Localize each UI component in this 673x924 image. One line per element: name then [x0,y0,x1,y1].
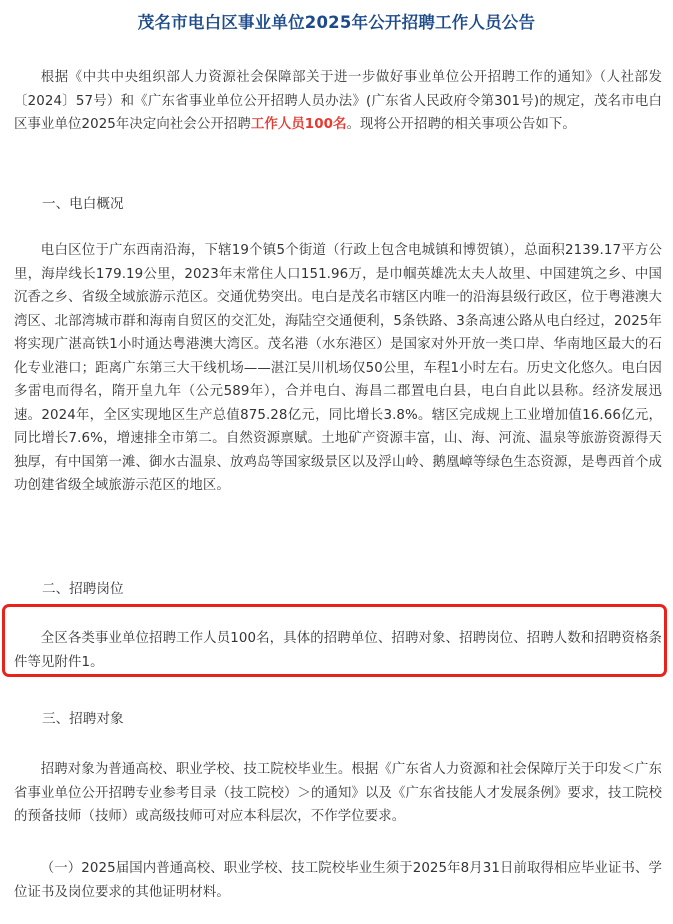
section-heading-applicants: 三、招聘对象 [42,711,124,727]
recruit-count-highlight: 工作人员100名 [250,117,347,132]
section-body-overview: 电白区位于广东西南沿海，下辖19个镇5个街道（行政上包含电城镇和博贺镇），总面积2139.17平方公里，海岸线长179.19公里，2023年末常住人口151.96万，是巾帼英雄冼太夫人故里、中国建筑之乡、中国沉香之乡、省级全域旅游示范区。交通优势突出。电白是茂名市辖区内唯一的沿海县级行政区，位于粤港澳大湾区、北部湾城市群和海南自贸区的交汇处，海陆空交通便利，5条铁路、3条高速公路从电白经过，2025年将实现广湛高铁1小时通达粤港澳大湾区。茂名港（水东港区）是国家对外开放一类口岸、华南地区最大的石化专业港口；距离广东第三大干线机场——湛江吴川机场仅50公里，车程1小时左右。历史文化悠久。电白因多雷电而得名，隋开皇九年（公元589年），合并电白、海昌二郡置电白县，电白自此以县称。经济发展迅速。2024年，全区实现地区生产总值875.28亿元，同比增长3.8%。辖区完成规上工业增加值16.66亿元，同比增长7.6%，增速排全市第二。自然资源禀赋。土地矿产资源丰富，山、海、河流、温泉等旅游资源得天独厚，有中国第一滩、御水古温泉、放鸡岛等国家级景区以及浮山岭、鹅凰嶂等绿色生态资源，是粤西首个成功创建省级全域旅游示范区的地区。 [14,243,662,493]
section-body-positions: 全区各类事业单位招聘工作人员100名，具体的招聘单位、招聘对象、招聘岗位、招聘人数和招聘资格条件等见附件1。 [14,631,662,670]
announcement-title: 茂名市电白区事业单位2025年公开招聘工作人员公告 [137,13,536,32]
intro-text-before: 根据《中共中央组织部人力资源社会保障部关于进一步做好事业单位公开招聘工作的通知》（人社部发〔2024〕57号）和《广东省事业单位公开招聘人员办法》(广东省人民政府令第301号)的规定，茂名市电白区事业单位2025年决定向社会公开招聘 [14,70,662,132]
section-heading-overview: 一、电白概况 [42,196,124,212]
section-heading-positions: 二、招聘岗位 [42,581,124,597]
intro-paragraph [14,66,662,137]
clause-1-paragraph: （一）2025届国内普通高校、职业学校、技工院校毕业生须于2025年8月31日前取得相应毕业证书、学位证书及岗位要求的其他证明材料。 [14,861,662,900]
section-body-applicants: 招聘对象为普通高校、职业学校、技工院校毕业生。根据《广东省人力资源和社会保障厅关于印发＜广东省事业单位公开招聘专业参考目录（技工院校）＞的通知》以及《广东省技能人才发展条例》要求，技工院校的预备技师（技师）或高级技师可对应本科层次，不作学位要求。 [14,762,662,824]
intro-text-after: 。现将公开招聘的相关事项公告如下。 [346,117,576,132]
